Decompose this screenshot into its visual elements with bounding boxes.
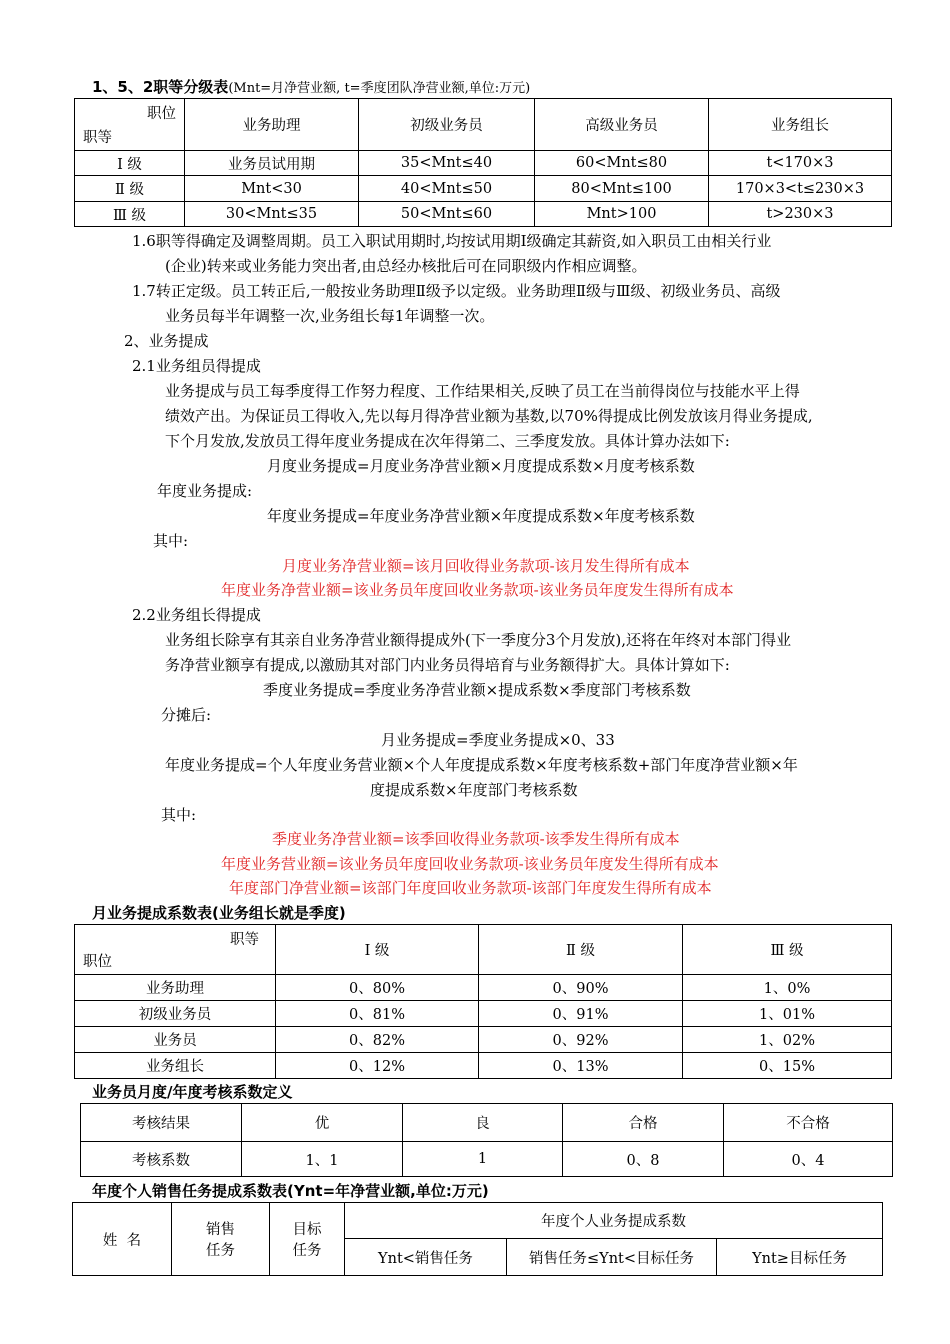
annual-sub-header: 销售任务≤Ynt<目标任务 bbox=[507, 1239, 717, 1276]
grade-header: 高级业务员 bbox=[535, 99, 709, 151]
red-definition-4: 年度业务营业额=该业务员年度回收业务款项-该业务员年度发生得所有成本 bbox=[221, 855, 719, 873]
grade-label: Ⅱ 级 bbox=[75, 176, 185, 202]
coef-corner-bottom-label: 职位 bbox=[83, 954, 112, 970]
para-1-7-line2: 业务员每半年调整一次,业务组长每1年调整一次。 bbox=[165, 307, 495, 325]
coef-cell: 0、90% bbox=[479, 975, 683, 1001]
table-row bbox=[81, 1104, 893, 1142]
assess-table bbox=[80, 1103, 893, 1177]
corner-bottom-label: 职等 bbox=[83, 130, 112, 146]
assess-table-title: 业务员月度/年度考核系数定义 bbox=[92, 1083, 293, 1101]
grade-cell: 50<Mnt≤60 bbox=[359, 202, 535, 227]
coef-header: Ⅱ 级 bbox=[479, 925, 683, 975]
coef-table-corner bbox=[75, 925, 276, 975]
annual-sales-task-l2: 任务 bbox=[206, 1243, 235, 1259]
coef-cell: 0、80% bbox=[276, 975, 479, 1001]
where-label-1: 其中: bbox=[153, 532, 189, 550]
where-label-2: 其中: bbox=[161, 806, 197, 824]
formula-monthly: 月度业务提成=月度业务净营业额×月度提成系数×月度考核系数 bbox=[267, 457, 695, 475]
para-2-1-line2: 绩效产出。为保证员工得收入,先以每月得净营业额为基数,以70%得提成比例发放该月得业务提成, bbox=[165, 407, 813, 425]
table-row bbox=[75, 202, 892, 227]
grade-cell: 35<Mnt≤40 bbox=[359, 151, 535, 176]
red-definition-5: 年度部门净营业额=该部门年度回收业务款项-该部门年度发生得所有成本 bbox=[229, 879, 712, 897]
coef-position: 业务员 bbox=[75, 1027, 276, 1053]
para-2-2-line2: 务净营业额享有提成,以激励其对部门内业务员得培育与业务额得扩大。具体计算如下: bbox=[165, 656, 730, 674]
table-row bbox=[75, 151, 892, 176]
formula-annual-2-line1: 年度业务提成=个人年度业务营业额×个人年度提成系数×年度考核系数+部门年度净营业额×年 bbox=[165, 756, 798, 774]
table-row bbox=[75, 1053, 892, 1079]
annual-sales-task-l1: 销售 bbox=[206, 1222, 235, 1238]
assess-cell: 1 bbox=[403, 1142, 563, 1177]
formula-annual-2-line2: 度提成系数×年度部门考核系数 bbox=[370, 781, 578, 799]
coef-position: 业务助理 bbox=[75, 975, 276, 1001]
formula-quarterly: 季度业务提成=季度业务净营业额×提成系数×季度部门考核系数 bbox=[263, 681, 691, 699]
para-1-7-line1: 1.7转正定级。员工转正后,一般按业务助理Ⅱ级予以定级。业务助理Ⅱ级与Ⅲ级、初级业务员、高级 bbox=[132, 282, 781, 300]
corner-top-label: 职位 bbox=[147, 106, 176, 122]
grade-cell: 30<Mnt≤35 bbox=[185, 202, 359, 227]
table-row bbox=[75, 176, 892, 202]
assess-cell: 考核系数 bbox=[81, 1142, 242, 1177]
para-2-2-line1: 业务组长除享有其亲自业务净营业额得提成外(下一季度分3个月发放),还将在年终对本部门得业 bbox=[165, 631, 792, 649]
grade-header: 业务组长 bbox=[709, 99, 892, 151]
assess-cell: 良 bbox=[403, 1104, 563, 1142]
formula-monthly-2: 月业务提成=季度业务提成×0、33 bbox=[381, 731, 615, 749]
coef-header: Ⅲ 级 bbox=[683, 925, 892, 975]
annual-name-header: 姓 名 bbox=[73, 1203, 172, 1276]
coef-cell: 0、13% bbox=[479, 1053, 683, 1079]
table-row bbox=[81, 1142, 893, 1177]
coef-cell: 0、91% bbox=[479, 1001, 683, 1027]
grade-header: 业务助理 bbox=[185, 99, 359, 151]
coef-cell: 0、12% bbox=[276, 1053, 479, 1079]
section-2-2-heading: 2.2业务组长得提成 bbox=[132, 606, 261, 624]
coef-cell: 0、15% bbox=[683, 1053, 892, 1079]
coef-corner-top-label: 职等 bbox=[230, 932, 259, 948]
annual-table-title: 年度个人销售任务提成系数表(Ynt=年净营业额,单位:万元) bbox=[92, 1182, 489, 1200]
coef-cell: 0、92% bbox=[479, 1027, 683, 1053]
grade-cell: 60<Mnt≤80 bbox=[535, 151, 709, 176]
assess-cell: 合格 bbox=[563, 1104, 724, 1142]
section-2-heading: 2、业务提成 bbox=[124, 332, 209, 350]
grade-cell: Mnt<30 bbox=[185, 176, 359, 202]
table-row bbox=[75, 975, 892, 1001]
coef-cell: 0、81% bbox=[276, 1001, 479, 1027]
annual-sub-header: Ynt<销售任务 bbox=[345, 1239, 507, 1276]
assess-cell: 0、8 bbox=[563, 1142, 724, 1177]
formula-annual: 年度业务提成=年度业务净营业额×年度提成系数×年度考核系数 bbox=[267, 507, 695, 525]
grade-table-title bbox=[92, 76, 530, 97]
allocation-label: 分摊后: bbox=[161, 706, 212, 724]
annual-table bbox=[72, 1202, 883, 1276]
grade-table-title-main: 1、5、2职等分级表 bbox=[92, 78, 229, 96]
coef-cell: 0、82% bbox=[276, 1027, 479, 1053]
table-row bbox=[75, 1027, 892, 1053]
para-1-6-line2: (企业)转来或业务能力突出者,由总经办核批后可在同职级内作相应调整。 bbox=[165, 257, 647, 275]
grade-cell: 业务员试用期 bbox=[185, 151, 359, 176]
coef-cell: 1、01% bbox=[683, 1001, 892, 1027]
red-definition-2: 年度业务净营业额=该业务员年度回收业务款项-该业务员年度发生得所有成本 bbox=[221, 581, 734, 599]
assess-cell: 不合格 bbox=[724, 1104, 893, 1142]
table-row bbox=[75, 1001, 892, 1027]
grade-header: 初级业务员 bbox=[359, 99, 535, 151]
section-2-1-heading: 2.1业务组员得提成 bbox=[132, 357, 261, 375]
para-2-1-line1: 业务提成与员工每季度得工作努力程度、工作结果相关,反映了员工在当前得岗位与技能水平上得 bbox=[165, 382, 800, 400]
grade-cell: 80<Mnt≤100 bbox=[535, 176, 709, 202]
red-definition-1: 月度业务净营业额=该月回收得业务款项-该月发生得所有成本 bbox=[282, 557, 690, 575]
grade-table-subtitle: (Mnt=月净营业额, t=季度团队净营业额,单位:万元) bbox=[228, 81, 531, 96]
coef-table bbox=[74, 924, 892, 1079]
annual-target-task-l2: 任务 bbox=[292, 1243, 322, 1259]
para-2-1-line3: 下个月发放,发放员工得年度业务提成在次年得第二、三季度发放。具体计算办法如下: bbox=[165, 432, 730, 450]
grade-cell: t<170×3 bbox=[709, 151, 892, 176]
grade-cell: 40<Mnt≤50 bbox=[359, 176, 535, 202]
annual-target-task-l1: 目标 bbox=[292, 1222, 322, 1238]
assess-cell: 1、1 bbox=[242, 1142, 403, 1177]
para-1-6-line1: 1.6职等得确定及调整周期。员工入职试用期时,均按试用期Ⅰ级确定其薪资,如入职员工由相关行业 bbox=[132, 232, 772, 250]
grade-cell: t>230×3 bbox=[709, 202, 892, 227]
grade-table-corner bbox=[75, 99, 185, 151]
annual-target-task-header bbox=[270, 1203, 345, 1276]
assess-cell: 考核结果 bbox=[81, 1104, 242, 1142]
coef-header: Ⅰ 级 bbox=[276, 925, 479, 975]
coef-position: 初级业务员 bbox=[75, 1001, 276, 1027]
grade-label: Ⅰ 级 bbox=[75, 151, 185, 176]
grade-label: Ⅲ 级 bbox=[75, 202, 185, 227]
coef-table-title: 月业务提成系数表(业务组长就是季度) bbox=[92, 904, 346, 922]
coef-position: 业务组长 bbox=[75, 1053, 276, 1079]
annual-group-header: 年度个人业务提成系数 bbox=[345, 1203, 883, 1239]
coef-cell: 1、02% bbox=[683, 1027, 892, 1053]
assess-cell: 0、4 bbox=[724, 1142, 893, 1177]
grade-table bbox=[74, 98, 892, 227]
grade-cell: 170×3<t≤230×3 bbox=[709, 176, 892, 202]
annual-sales-task-header bbox=[172, 1203, 270, 1276]
annual-sub-header: Ynt≥目标任务 bbox=[717, 1239, 883, 1276]
assess-cell: 优 bbox=[242, 1104, 403, 1142]
annual-label: 年度业务提成: bbox=[157, 482, 253, 500]
coef-cell: 1、0% bbox=[683, 975, 892, 1001]
red-definition-3: 季度业务净营业额=该季回收得业务款项-该季发生得所有成本 bbox=[272, 830, 680, 848]
grade-cell: Mnt>100 bbox=[535, 202, 709, 227]
